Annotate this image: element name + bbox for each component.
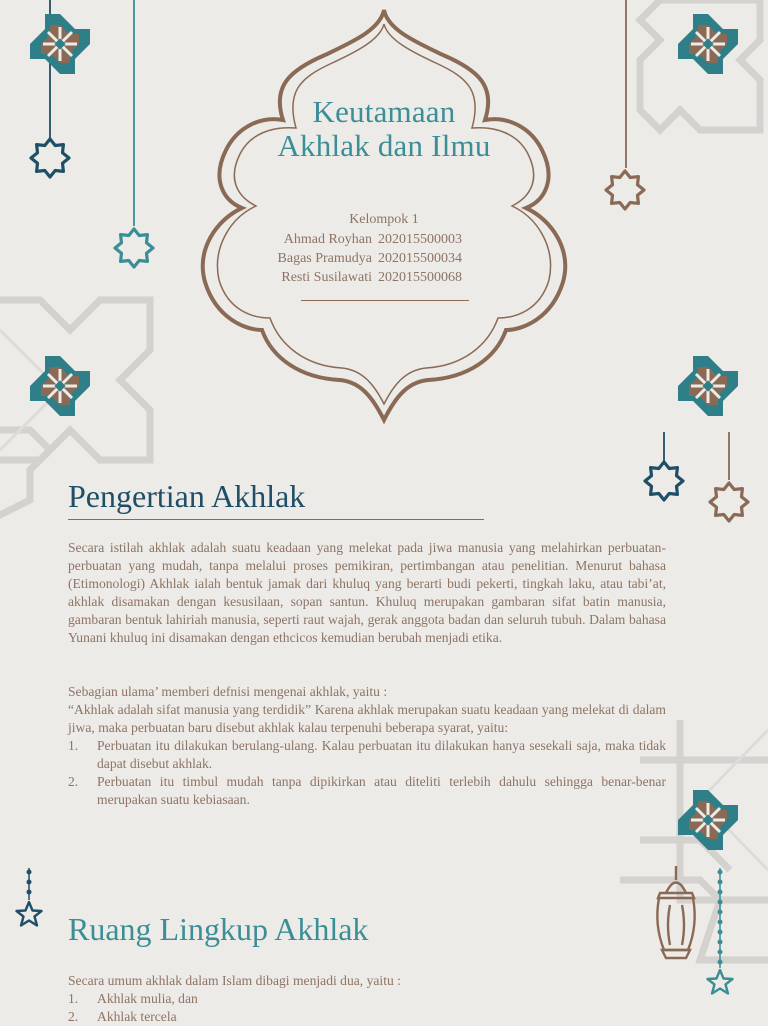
list-text: Perbuatan itu dilakukan berulang-ulang. Kalau perbuatan itu dilakukan hanya sesekali saja, maka tidak dapat disebut akhlak. — [97, 738, 666, 771]
ulama-intro: Sebagian ulama’ memberi defnisi mengenai akhlak, yaitu : — [68, 684, 388, 699]
member-row — [254, 249, 514, 268]
definition-paragraph: Secara istilah akhlak adalah suatu keadaan yang melekat pada jiwa manusia yang melahirkan perbuatan-perbuatan yang mudah, tanpa melalui proses pemikiran, pertimbangan atau penelitian. Menurut bahasa (Etimonologi) Akhlak ialah bentuk jamak dari khuluq yang berarti budi pekerti, tingkah laku, atau tabi’at, akhlak disamakan dengan kesusilaan, sopan santun. Khuluq merupakan gambaran sifat batin manusia, gambaran bentuk lahiriah manusia, seperti raut wajah, gerak anggota badan dan seluruh tubuh. Dalam bahasa Yunani khuluq ini disamakan dengan ethcicos kemudian berubah menjadi etika. — [68, 540, 666, 645]
scope-intro: Secara umum akhlak dalam Islam dibagi menjadi dua, yaitu : — [68, 973, 401, 988]
akhlak-quote: “Akhlak adalah sifat manusia yang terdidik” Karena akhlak merupakan suatu keadaan yang melekat di dalam jiwa, maka perbuatan baru disebut akhlak kalau terpenuhi beberapa syarat, yaitu: — [68, 702, 666, 735]
list-item — [68, 737, 666, 773]
list-number: 2. — [68, 1009, 79, 1024]
member-name: Bagas Pramudya — [277, 251, 372, 266]
list-number: 2. — [68, 774, 79, 789]
scope-list — [68, 990, 666, 1026]
list-number: 1. — [68, 738, 79, 753]
list-item — [68, 1008, 666, 1026]
list-item — [68, 773, 666, 809]
list-text: Akhlak mulia, dan — [97, 991, 198, 1006]
geometric-ornament-icon — [678, 14, 738, 74]
member-name: Ahmad Royhan — [283, 232, 372, 247]
hanging-star-icon — [645, 462, 683, 500]
section-heading-ruang-lingkup: Ruang Lingkup Akhlak — [68, 911, 369, 947]
list-number: 1. — [68, 991, 79, 1006]
member-row — [254, 268, 514, 287]
member-id: 202015500034 — [378, 251, 462, 266]
group-divider — [301, 300, 469, 301]
member-id: 202015500068 — [378, 270, 462, 285]
geometric-ornament-icon — [30, 356, 90, 416]
group-info — [254, 210, 514, 287]
heading-divider — [68, 519, 484, 520]
list-text: Perbuatan itu timbul mudah tanpa dipikirkan atau diteliti terlebih dahulu sehingga benar-benar merupakan suatu kebiasaan. — [97, 774, 666, 807]
member-id: 202015500003 — [378, 232, 462, 247]
scope-block — [68, 972, 666, 1026]
hanging-star-icon — [606, 171, 644, 209]
hanging-star-icon — [31, 139, 69, 177]
cover-title — [234, 95, 534, 163]
geometric-ornament-icon — [30, 14, 90, 74]
group-label: Kelompok 1 — [349, 212, 419, 227]
geometric-ornament-icon — [678, 356, 738, 416]
list-text: Akhlak tercela — [97, 1009, 177, 1024]
section-heading-pengertian: Pengertian Akhlak — [68, 478, 306, 514]
title-line-2: Akhlak dan Ilmu — [277, 128, 491, 163]
member-row — [254, 230, 514, 249]
hanging-star-icon — [115, 229, 153, 267]
member-name: Resti Susilawati — [281, 270, 372, 285]
hanging-star-icon — [17, 868, 42, 926]
hanging-star-icon — [710, 483, 748, 521]
list-item — [68, 990, 666, 1008]
definition-list-block — [68, 683, 666, 809]
conditions-list — [68, 737, 666, 809]
title-line-1: Keutamaan — [312, 94, 456, 129]
